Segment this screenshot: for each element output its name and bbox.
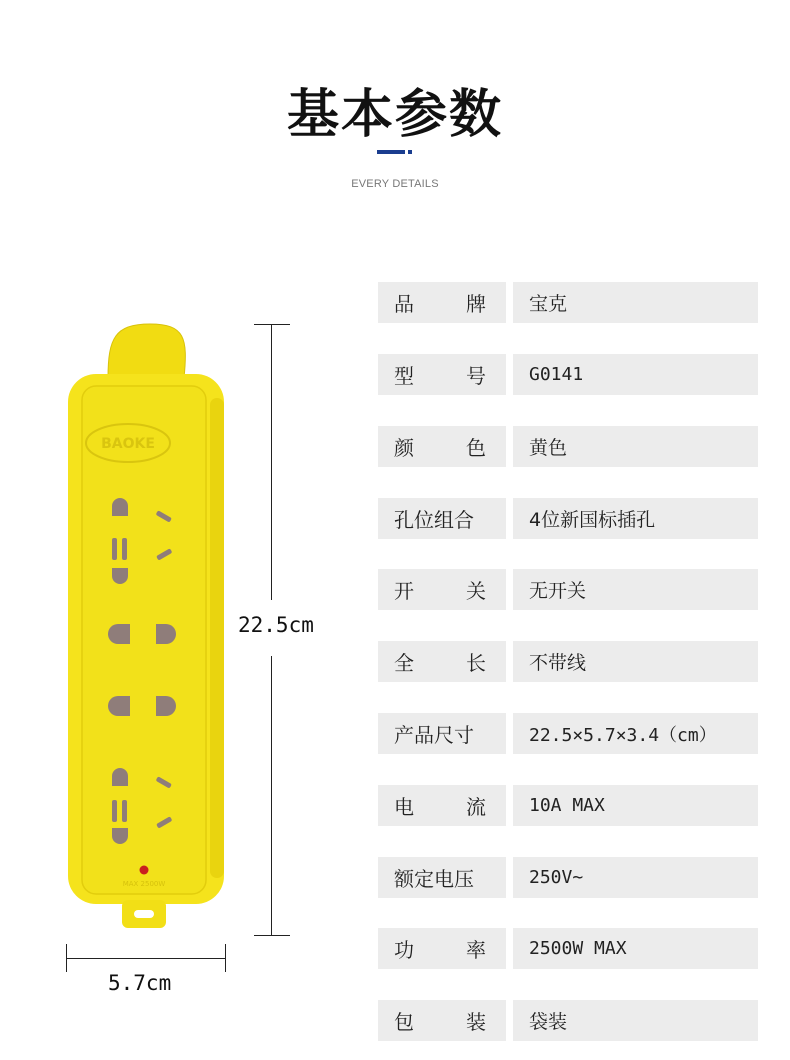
spec-value: 袋装: [513, 1000, 758, 1041]
spec-row: [378, 498, 758, 539]
spec-key-text: 包: [394, 1010, 414, 1034]
spec-value: 250V~: [513, 857, 758, 898]
spec-row: [378, 1000, 758, 1041]
spec-key-text: 功: [394, 938, 414, 962]
title-underline-dot: [408, 150, 412, 154]
spec-row: [378, 354, 758, 395]
page-subtitle: EVERY DETAILS: [351, 178, 439, 190]
spec-key-text: 装: [466, 1010, 486, 1034]
spec-key: [378, 857, 506, 898]
spec-key-text: 全: [394, 651, 414, 675]
width-dimension-left-tick: [66, 944, 67, 972]
spec-key-text: 颜: [394, 436, 414, 460]
spec-key-text: 额定电压: [394, 867, 474, 891]
spec-key-text: 牌: [466, 292, 486, 316]
spec-row: [378, 857, 758, 898]
spec-key-text: 长: [466, 651, 486, 675]
spec-key: [378, 928, 506, 969]
spec-key-text: 产品尺寸: [394, 723, 474, 747]
spec-key-text: 品: [394, 292, 414, 316]
spec-row: [378, 928, 758, 969]
spec-value: 无开关: [513, 569, 758, 610]
spec-key: [378, 426, 506, 467]
spec-value: 不带线: [513, 641, 758, 682]
spec-key-text: 关: [466, 579, 486, 603]
spec-row: [378, 641, 758, 682]
spec-row: [378, 785, 758, 826]
length-dimension-bottom-tick: [254, 935, 290, 936]
spec-key-text: 号: [466, 364, 486, 388]
width-dimension-line: [66, 958, 226, 959]
spec-row: [378, 426, 758, 467]
spec-value: 22.5×5.7×3.4（cm）: [513, 713, 758, 754]
spec-value: 4位新国标插孔: [513, 498, 758, 539]
width-dimension-label: 5.7cm: [108, 971, 172, 995]
spec-key-text: 流: [466, 795, 486, 819]
spec-key-text: 开: [394, 579, 414, 603]
spec-value: 2500W MAX: [513, 928, 758, 969]
spec-key: [378, 785, 506, 826]
spec-key: [378, 641, 506, 682]
spec-key-text: 率: [466, 938, 486, 962]
spec-key-text: 孔位组合: [394, 508, 474, 532]
spec-value: G0141: [513, 354, 758, 395]
spec-value: 10A MAX: [513, 785, 758, 826]
spec-key: [378, 569, 506, 610]
page-title: 基本参数: [286, 85, 503, 145]
indicator-light: [140, 866, 149, 875]
spec-row: [378, 282, 758, 323]
spec-value: 黄色: [513, 426, 758, 467]
title-underline: [377, 150, 405, 154]
spec-key: [378, 713, 506, 754]
brand-logo: BAOKE: [101, 436, 155, 452]
spec-key: [378, 1000, 506, 1041]
length-dimension-label: 22.5cm: [238, 613, 314, 637]
spec-key-text: 色: [466, 436, 486, 460]
spec-row: [378, 569, 758, 610]
spec-key-text: 电: [394, 795, 414, 819]
spec-row: [378, 713, 758, 754]
spec-key: [378, 282, 506, 323]
spec-key-text: 型: [394, 364, 414, 388]
length-dimension-top-tick: [254, 324, 290, 325]
power-strip-image: [60, 318, 240, 938]
spec-value: 宝克: [513, 282, 758, 323]
spec-key: [378, 498, 506, 539]
rating-text: MAX 2500W: [122, 880, 166, 888]
width-dimension-right-tick: [225, 944, 226, 972]
spec-key: [378, 354, 506, 395]
